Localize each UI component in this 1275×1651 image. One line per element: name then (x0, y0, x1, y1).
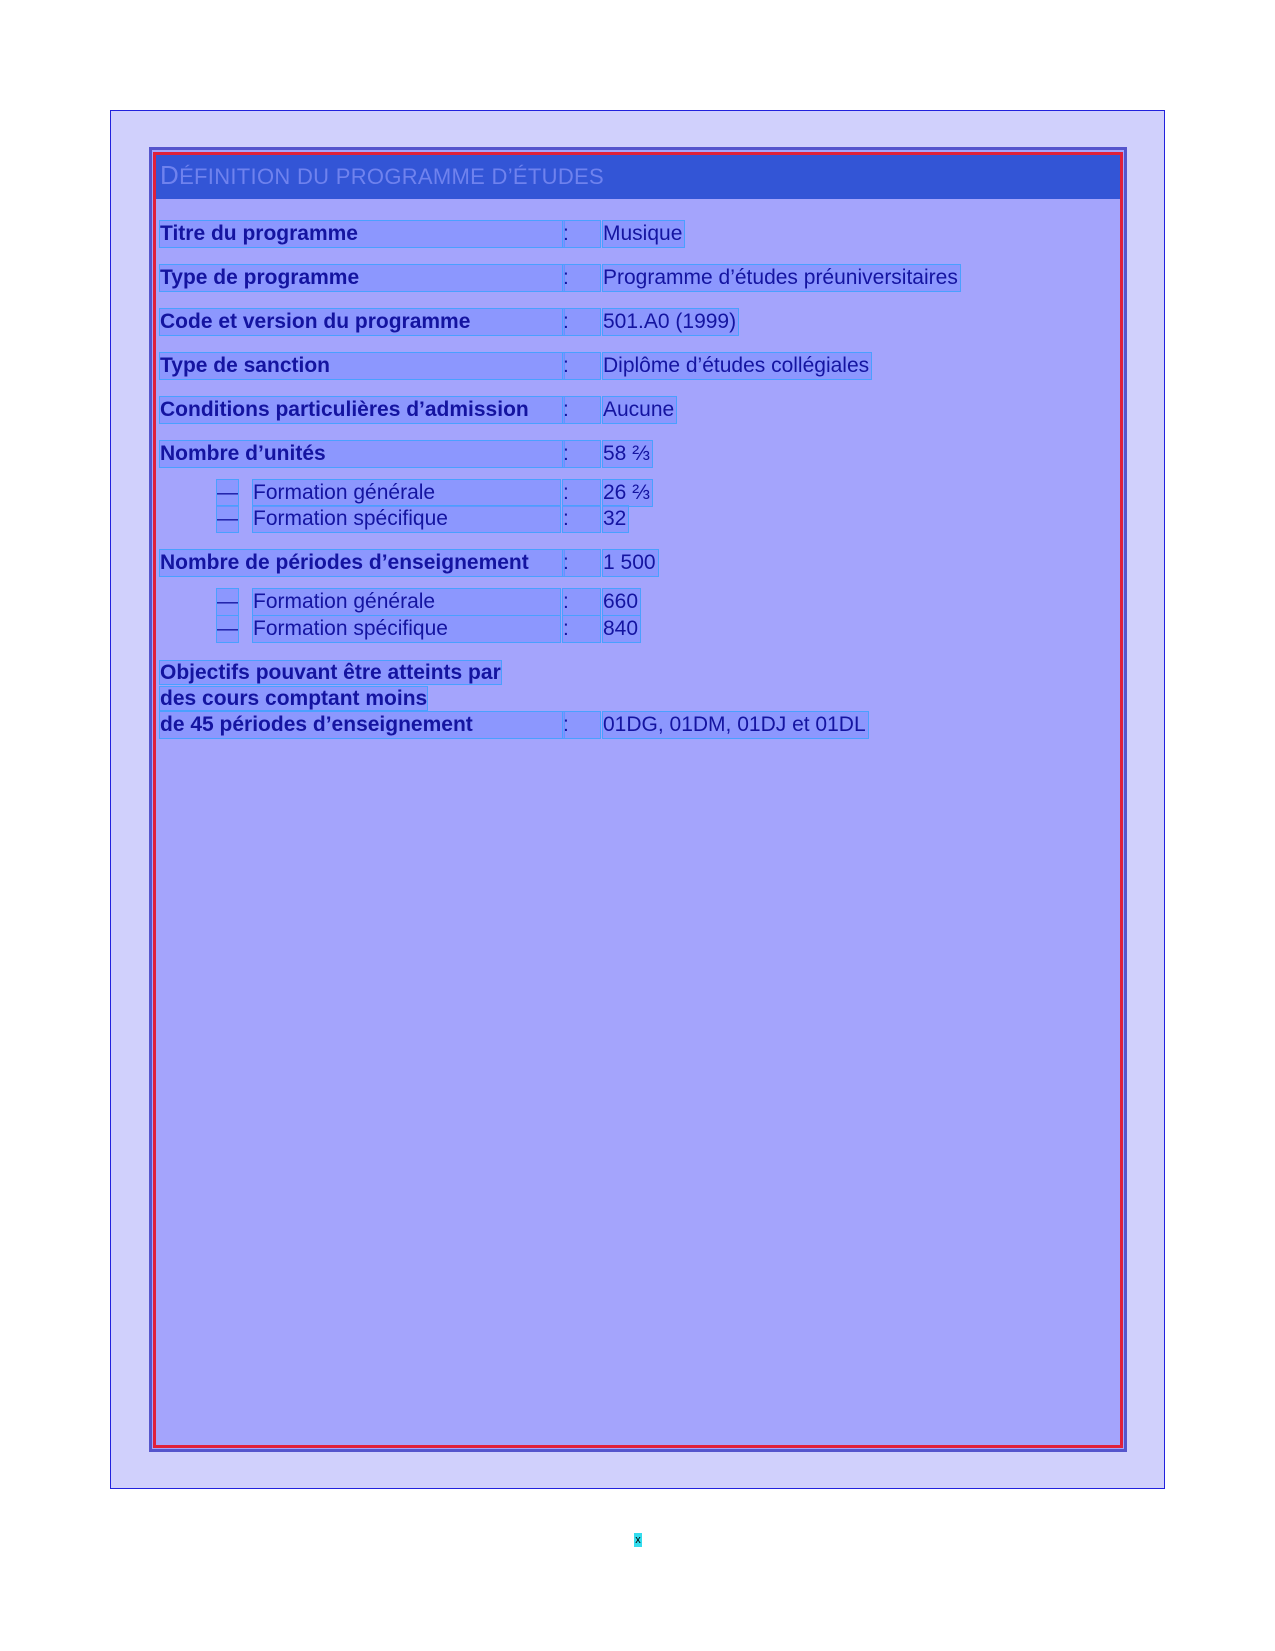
title-rest: ÉFINITION DU PROGRAMME D’ÉTUDES (179, 164, 604, 189)
field-label: Type de programme (160, 265, 564, 291)
field-label: Formation générale (253, 589, 560, 615)
field-colon: : (563, 441, 600, 467)
field-label: Nombre de périodes d’enseignement (160, 550, 564, 576)
field-label: Titre du programme (160, 221, 564, 247)
dash-bullet: — (217, 590, 238, 613)
field-value: 32 (603, 507, 627, 530)
field-value: Musique (603, 222, 683, 245)
field-colon: : (563, 309, 600, 335)
field-value: 660 (603, 590, 639, 613)
title-initial: D (160, 160, 180, 190)
dash-bullet: — (217, 507, 238, 530)
field-colon: : (563, 550, 600, 576)
objectives-label-line1 (160, 660, 501, 686)
field-value: 1 500 (603, 551, 656, 574)
dash-bullet: — (217, 481, 238, 504)
field-label: Code et version du programme (160, 309, 564, 335)
page-marker: x (635, 1534, 641, 1546)
field-label: Conditions particulières d’admission (160, 397, 564, 423)
field-value: 501.A0 (1999) (603, 310, 737, 333)
field-colon: : (563, 616, 600, 642)
content-panel (149, 147, 1127, 1452)
field-value: 840 (603, 617, 639, 640)
field-label: Nombre d’unités (160, 441, 564, 467)
field-colon: : (563, 265, 600, 291)
field-colon: : (563, 480, 600, 506)
objectives-label-line2 (160, 686, 427, 712)
field-value: 01DG, 01DM, 01DJ et 01DL (603, 713, 866, 736)
objectives-label-text: des cours comptant moins (160, 687, 428, 710)
field-colon: : (563, 712, 600, 738)
page-title (160, 161, 604, 191)
field-value: 58 ⅔ (603, 442, 650, 465)
field-label: Formation générale (253, 480, 560, 506)
field-label: Type de sanction (160, 353, 564, 379)
field-value: Programme d’études préuniversitaires (603, 266, 958, 289)
field-label: de 45 périodes d’enseignement (160, 712, 564, 738)
field-label: Formation spécifique (253, 506, 560, 532)
field-value: Diplôme d’études collégiales (603, 354, 870, 377)
dash-bullet: — (217, 617, 238, 640)
field-value: 26 ⅔ (603, 481, 650, 504)
field-colon: : (563, 397, 600, 423)
field-colon: : (563, 589, 600, 615)
objectives-label-text: Objectifs pouvant être atteints par (160, 661, 501, 684)
field-colon: : (563, 353, 600, 379)
field-colon: : (563, 506, 600, 532)
field-value: Aucune (603, 398, 675, 421)
field-label: Formation spécifique (253, 616, 560, 642)
field-colon: : (563, 221, 600, 247)
